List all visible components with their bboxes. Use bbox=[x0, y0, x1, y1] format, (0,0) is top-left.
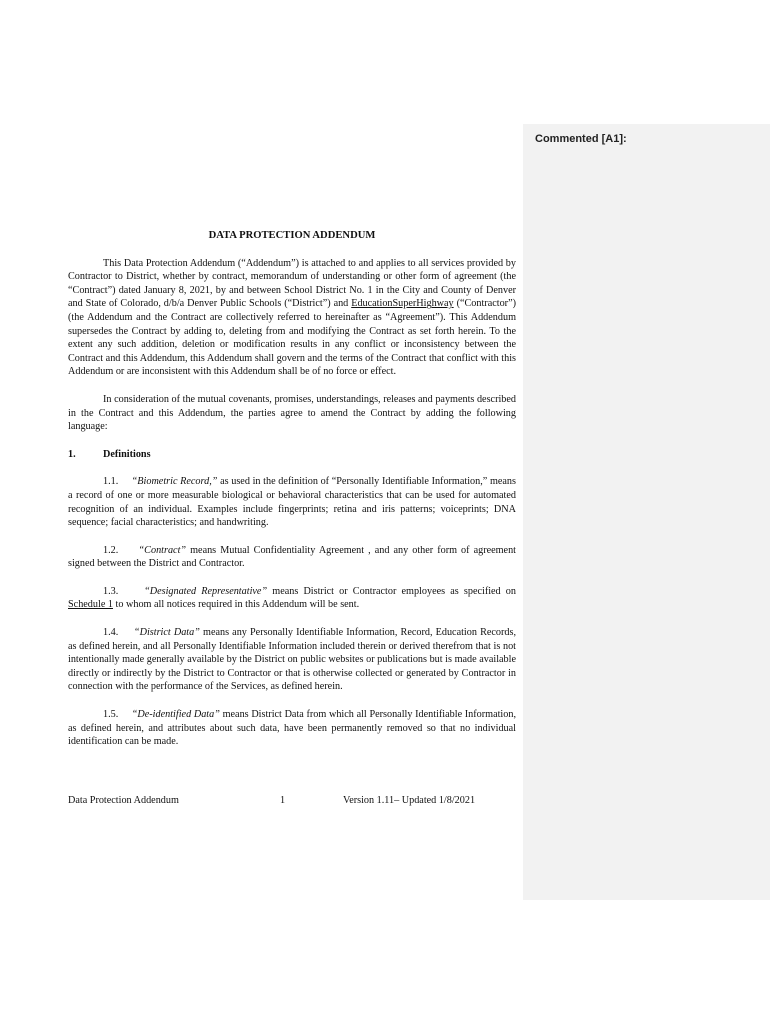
definition-number: 1.2. bbox=[103, 544, 119, 556]
intro-text-1: This Data Protection Addendum (“Addendum”) is attached to and applies to all services provided by Contractor to District, whether by contract, memorandum of understanding or other form of agreement (the “Contract”) dated January 8, 2021, by and between School District No. 1 in the City and County of Denver and State of Colorado, d/b/a Denver Public Schools (“District”) and bbox=[68, 257, 516, 310]
definition-term: “Designated Representative” bbox=[144, 585, 268, 597]
page-footer bbox=[68, 795, 516, 809]
definition-term: “Contract” bbox=[138, 544, 187, 556]
footer-document-name: Data Protection Addendum bbox=[68, 795, 179, 806]
definition-1-5 bbox=[68, 708, 516, 749]
comment-pane bbox=[523, 124, 770, 900]
intro-text-2: (“Contractor”) (the Addendum and the Contract are collectively referred to hereinafter as “Agreement”). This Addendum supersedes the Contract by adding to, deleting from and modifying the Contract as set forth herein. To the extent any such addition, deletion or modification results in any conflict or inconsistency between the Contract and this Addendum, this Addendum shall govern and the terms of the Contract that conflict with this Addendum or are inconsistent with this Addendum shall be of no force or effect. bbox=[68, 298, 516, 378]
footer-page-number: 1 bbox=[280, 795, 286, 806]
section-heading-definitions bbox=[68, 448, 516, 462]
section-title: Definitions bbox=[103, 448, 151, 460]
footer-version: Version 1.11– Updated 1/8/2021 bbox=[343, 795, 476, 806]
definition-1-2 bbox=[68, 544, 516, 571]
definition-text: as used in the definition of “Personally Identifiable Information,” means a record of one or more measurable biological or behavioral characteristics that can be used for automated recognition of an individual. Examples include fingerprints; retina and iris patterns; voiceprints; DNA sequence; facial characteristics; and handwriting. bbox=[68, 476, 516, 529]
document-title: DATA PROTECTION ADDENDUM bbox=[208, 230, 376, 241]
section-number: 1. bbox=[68, 448, 76, 460]
definition-1-3 bbox=[68, 585, 516, 612]
definition-text: to whom all notices required in this Addendum will be sent. bbox=[112, 599, 360, 611]
definition-text: means any Personally Identifiable Information, Record, Education Records, as defined herein, and all Personally Identifiable Information included therein or derived therefrom that is not intentionally made generally available by the District on public websites or publications but is made available directly or indirectly by the District to Contractor or that is otherwise collected or generated by Contractor in connection with the performance of the Services, as defined herein. bbox=[68, 627, 516, 693]
definition-number: 1.3. bbox=[103, 585, 119, 597]
intro-paragraph bbox=[68, 257, 516, 379]
definition-number: 1.1. bbox=[103, 476, 119, 488]
definition-term: “De-identified Data” bbox=[131, 709, 220, 721]
definition-text: means District Data from which all Personally Identifiable Information, as defined herein, and attributes about such data, have been permanently removed so that no individual identification can be made. bbox=[68, 709, 516, 748]
consideration-paragraph: In consideration of the mutual covenants, promises, understandings, releases and payments described in the Contract and this Addendum, the parties agree to amend the Contract by adding the following language: bbox=[68, 393, 516, 433]
schedule-1-link[interactable]: Schedule 1 bbox=[68, 599, 113, 611]
definition-number: 1.5. bbox=[103, 709, 119, 721]
contractor-name: EducationSuperHighway bbox=[351, 298, 454, 310]
definition-text: means District or Contractor employees as specified on bbox=[267, 585, 516, 597]
definition-number: 1.4. bbox=[103, 627, 119, 639]
definition-text: means Mutual Confidentiality Agreement , and any other form of agreement signed between the District and Contractor. bbox=[68, 544, 516, 570]
definition-1-1 bbox=[68, 475, 516, 529]
document-page bbox=[68, 229, 516, 763]
comment-label[interactable]: Commented [A1]: bbox=[535, 133, 627, 145]
definition-term: “District Data” bbox=[133, 627, 200, 639]
definition-1-4 bbox=[68, 626, 516, 694]
definition-term: “Biometric Record,” bbox=[131, 476, 218, 488]
